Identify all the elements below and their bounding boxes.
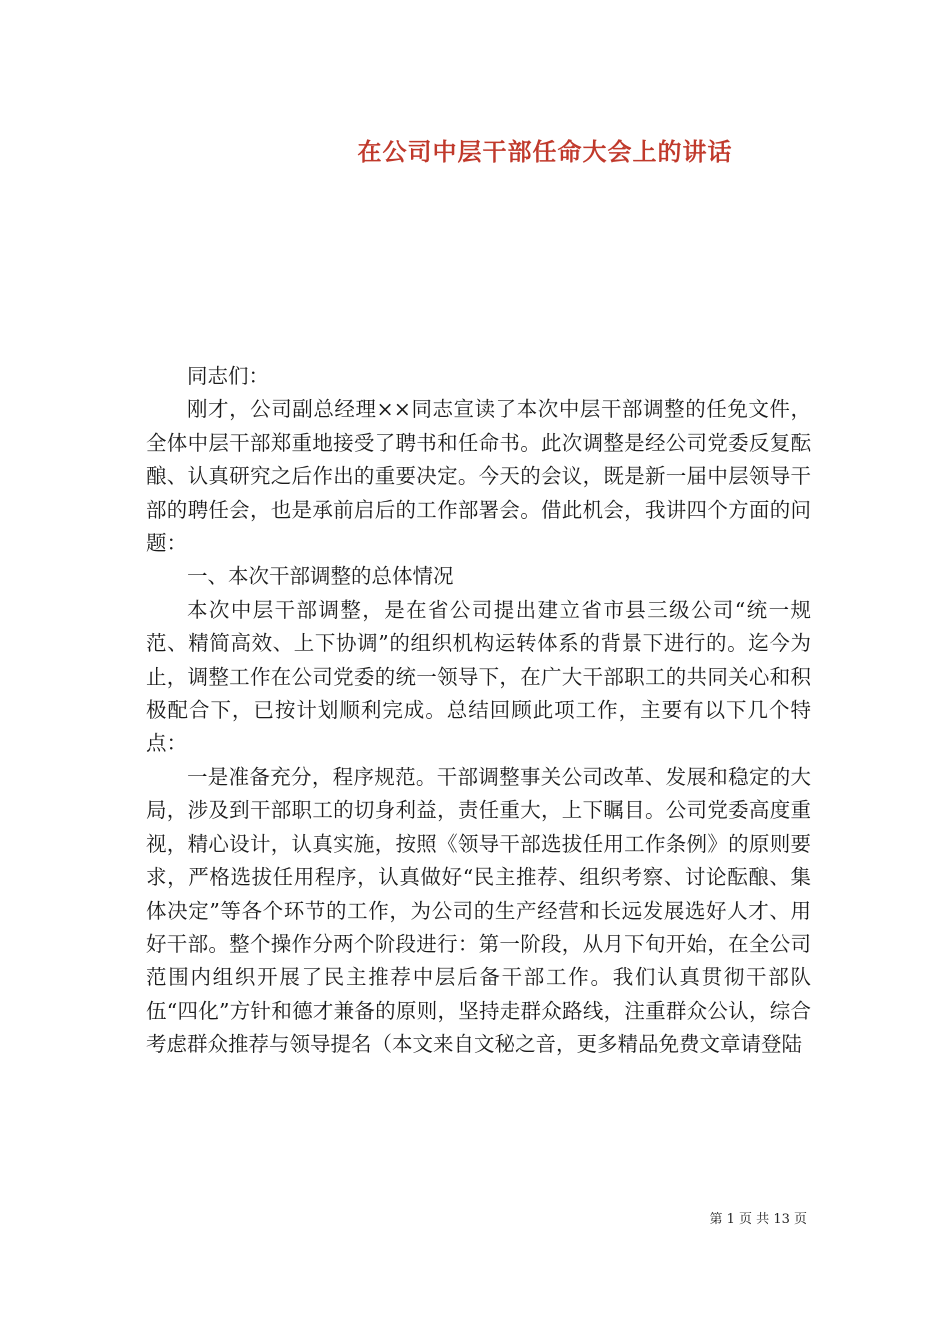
document-title: 在公司中层干部任命大会上的讲话 (357, 137, 733, 166)
document-body (146, 360, 811, 1062)
paragraph-feature-1: 一是准备充分，程序规范。干部调整事关公司改革、发展和稳定的大局，涉及到干部职工的切身利益，责任重大，上下瞩目。公司党委高度重视，精心设计，认真实施，按照《领导干部选拔任用工作条例》的原则要求，严格选拔任用程序，认真做好“民主推荐、组织考察、讨论酝酿、集体决定”等各个环节的工作，为公司的生产经营和长远发展选好人才、用好干部。整个操作分两个阶段进行：第一阶段，从月下旬开始，在全公司范围内组织开展了民主推荐中层后备干部工作。我们认真贯彻干部队伍“四化”方针和德才兼备的原则，坚持走群众路线，注重群众公认，综合考虑群众推荐与领导提名（本文来自文秘之音，更多精品免费文章请登陆 (146, 764, 811, 1057)
section-heading-1: 一、本次干部调整的总体情况 (187, 564, 454, 589)
page-footer: 第 1 页 共 13 页 (709, 1212, 807, 1227)
paragraph-intro: 刚才，公司副总经理××同志宣读了本次中层干部调整的任免文件，全体中层干部郑重地接受了聘书和任命书。此次调整是经公司党委反复酝酿、认真研究之后作出的重要决定。今天的会议，既是新一届中层领导干部的聘任会，也是承前启后的工作部署会。借此机会，我讲四个方面的问题： (146, 397, 811, 556)
salutation: 同志们： (187, 364, 269, 388)
paragraph-background: 本次中层干部调整，是在省公司提出建立省市县三级公司“统一规范、精简高效、上下协调”的组织机构运转体系的背景下进行的。迄今为止，调整工作在公司党委的统一领导下，在广大干部职工的共同关心和积极配合下，已按计划顺利完成。总结回顾此项工作，主要有以下几个特点： (146, 597, 811, 756)
